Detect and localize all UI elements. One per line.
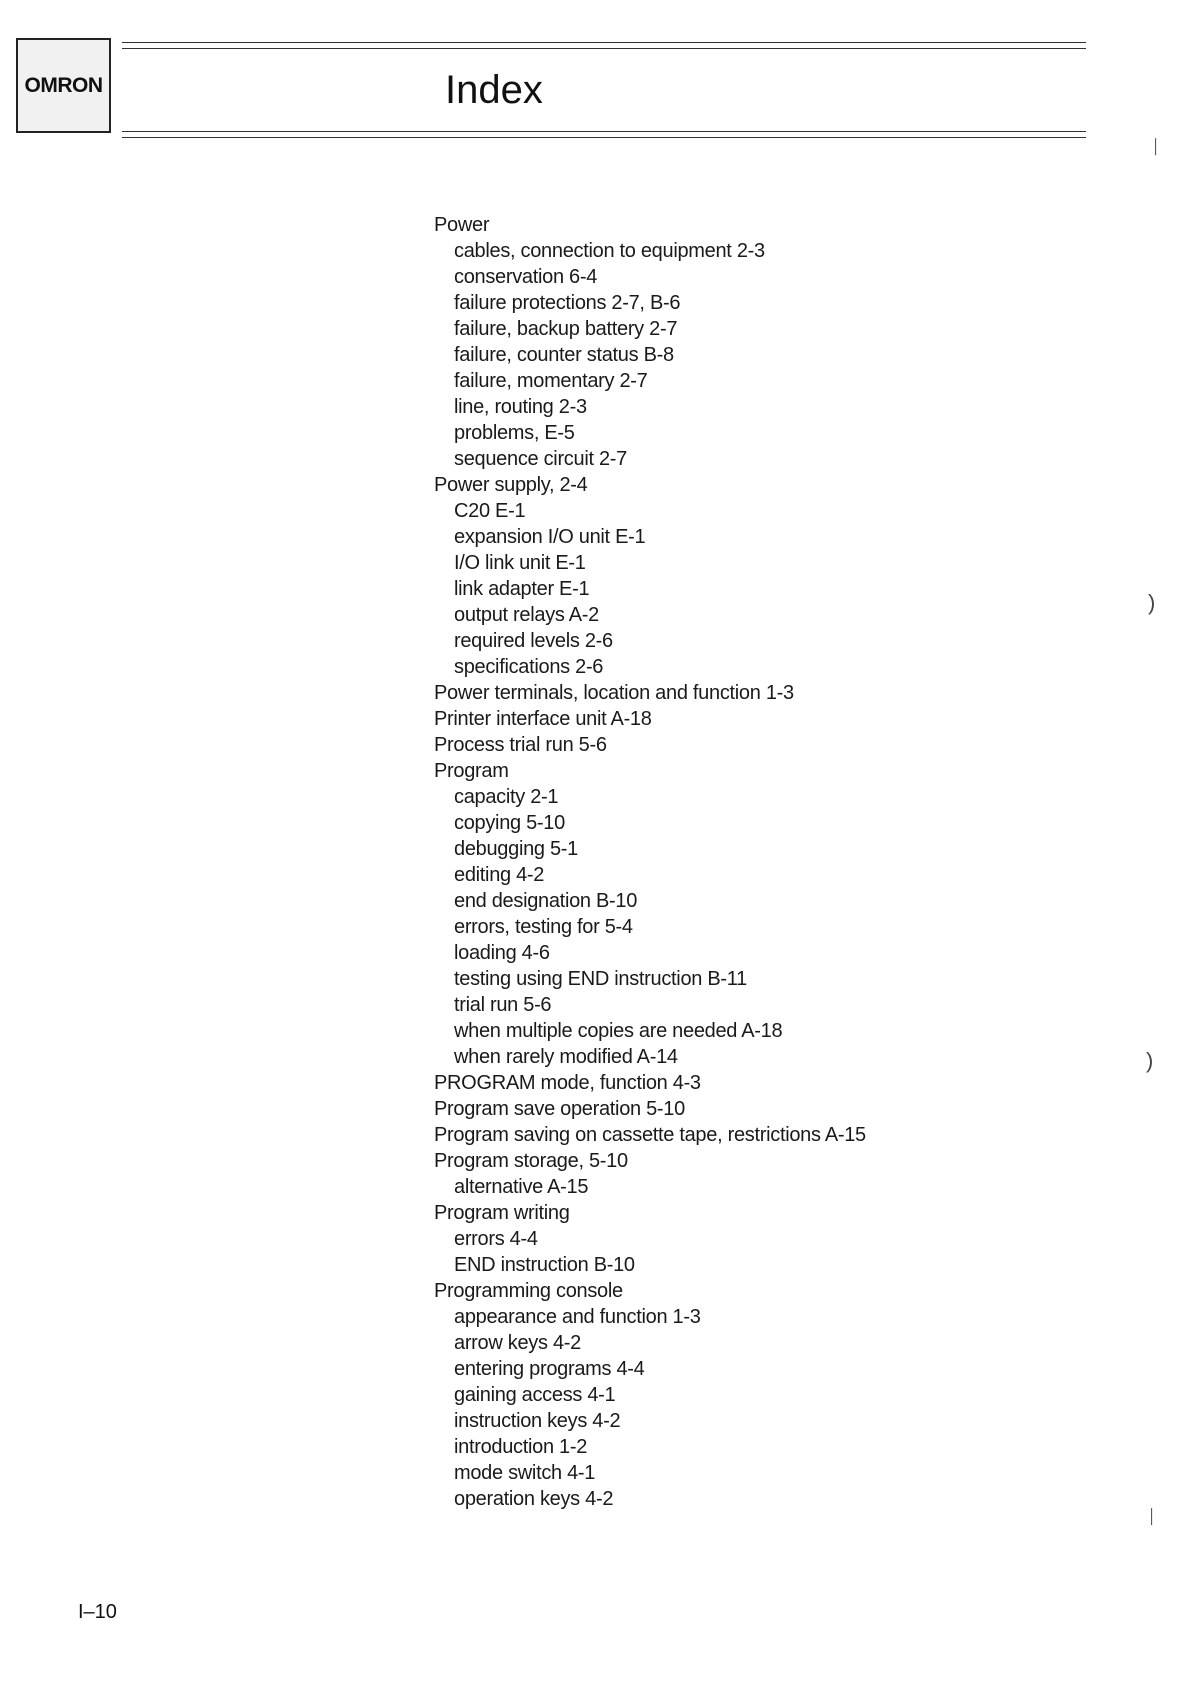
index-subentry: when multiple copies are needed A-18 [454, 1020, 783, 1042]
index-entry-list [434, 212, 866, 1512]
page-title: Index [445, 68, 543, 112]
index-entry: Power [434, 214, 490, 236]
index-subentry: failure protections 2-7, B-6 [454, 292, 681, 314]
index-subentry: loading 4-6 [454, 942, 550, 964]
index-subentry: introduction 1-2 [454, 1436, 588, 1458]
index-subentry: errors 4-4 [454, 1228, 538, 1250]
index-entry: PROGRAM mode, function 4-3 [434, 1072, 701, 1094]
margin-mark: ) [1148, 590, 1156, 615]
index-subentry: conservation 6-4 [454, 266, 598, 288]
index-subentry: sequence circuit 2-7 [454, 448, 627, 470]
index-entry: Power terminals, location and function 1-3 [434, 682, 794, 704]
index-entry: Program save operation 5-10 [434, 1098, 685, 1120]
omron-logo [16, 38, 111, 133]
index-subentry: arrow keys 4-2 [454, 1332, 581, 1354]
page-number: I–10 [78, 1601, 117, 1623]
index-entry: Program [434, 760, 509, 782]
index-subentry: problems, E-5 [454, 422, 575, 444]
index-subentry: expansion I/O unit E-1 [454, 526, 646, 548]
index-entry: Programming console [434, 1280, 623, 1302]
index-subentry: specifications 2-6 [454, 656, 604, 678]
index-subentry: end designation B-10 [454, 890, 638, 912]
index-subentry: gaining access 4-1 [454, 1384, 616, 1406]
logo-text: OMRON [24, 73, 103, 97]
index-subentry: trial run 5-6 [454, 994, 552, 1016]
index-entry: Power supply, 2-4 [434, 474, 588, 496]
index-subentry: testing using END instruction B-11 [454, 968, 747, 990]
index-subentry: output relays A-2 [454, 604, 599, 626]
margin-mark: ) [1146, 1048, 1154, 1073]
index-subentry: line, routing 2-3 [454, 396, 587, 418]
header-rule-bottom-inner [122, 137, 1086, 138]
margin-mark: │ [1148, 1508, 1157, 1524]
index-subentry: instruction keys 4-2 [454, 1410, 621, 1432]
index-subentry: errors, testing for 5-4 [454, 916, 633, 938]
index-subentry: appearance and function 1-3 [454, 1306, 701, 1328]
header-rule-bottom [122, 131, 1086, 132]
index-subentry: capacity 2-1 [454, 786, 559, 808]
index-subentry: END instruction B-10 [454, 1254, 635, 1276]
index-subentry: failure, backup battery 2-7 [454, 318, 678, 340]
index-subentry: I/O link unit E-1 [454, 552, 586, 574]
index-entry: Process trial run 5-6 [434, 734, 607, 756]
header-rule-top-inner [122, 48, 1086, 49]
index-subentry: required levels 2-6 [454, 630, 613, 652]
index-entry: Program saving on cassette tape, restrictions A-15 [434, 1124, 866, 1146]
index-subentry: when rarely modified A-14 [454, 1046, 678, 1068]
header-rule-top [122, 42, 1086, 43]
index-subentry: cables, connection to equipment 2-3 [454, 240, 765, 262]
index-subentry: C20 E-1 [454, 500, 526, 522]
index-subentry: entering programs 4-4 [454, 1358, 645, 1380]
index-entry: Program writing [434, 1202, 570, 1224]
index-subentry: editing 4-2 [454, 864, 545, 886]
index-subentry: alternative A-15 [454, 1176, 589, 1198]
index-subentry: failure, counter status B-8 [454, 344, 674, 366]
index-entry: Program storage, 5-10 [434, 1150, 628, 1172]
index-subentry: operation keys 4-2 [454, 1488, 614, 1510]
index-subentry: copying 5-10 [454, 812, 565, 834]
index-subentry: link adapter E-1 [454, 578, 590, 600]
index-subentry: failure, momentary 2-7 [454, 370, 648, 392]
index-subentry: mode switch 4-1 [454, 1462, 596, 1484]
margin-mark: │ [1152, 138, 1161, 154]
index-subentry: debugging 5-1 [454, 838, 578, 860]
index-entry: Printer interface unit A-18 [434, 708, 652, 730]
